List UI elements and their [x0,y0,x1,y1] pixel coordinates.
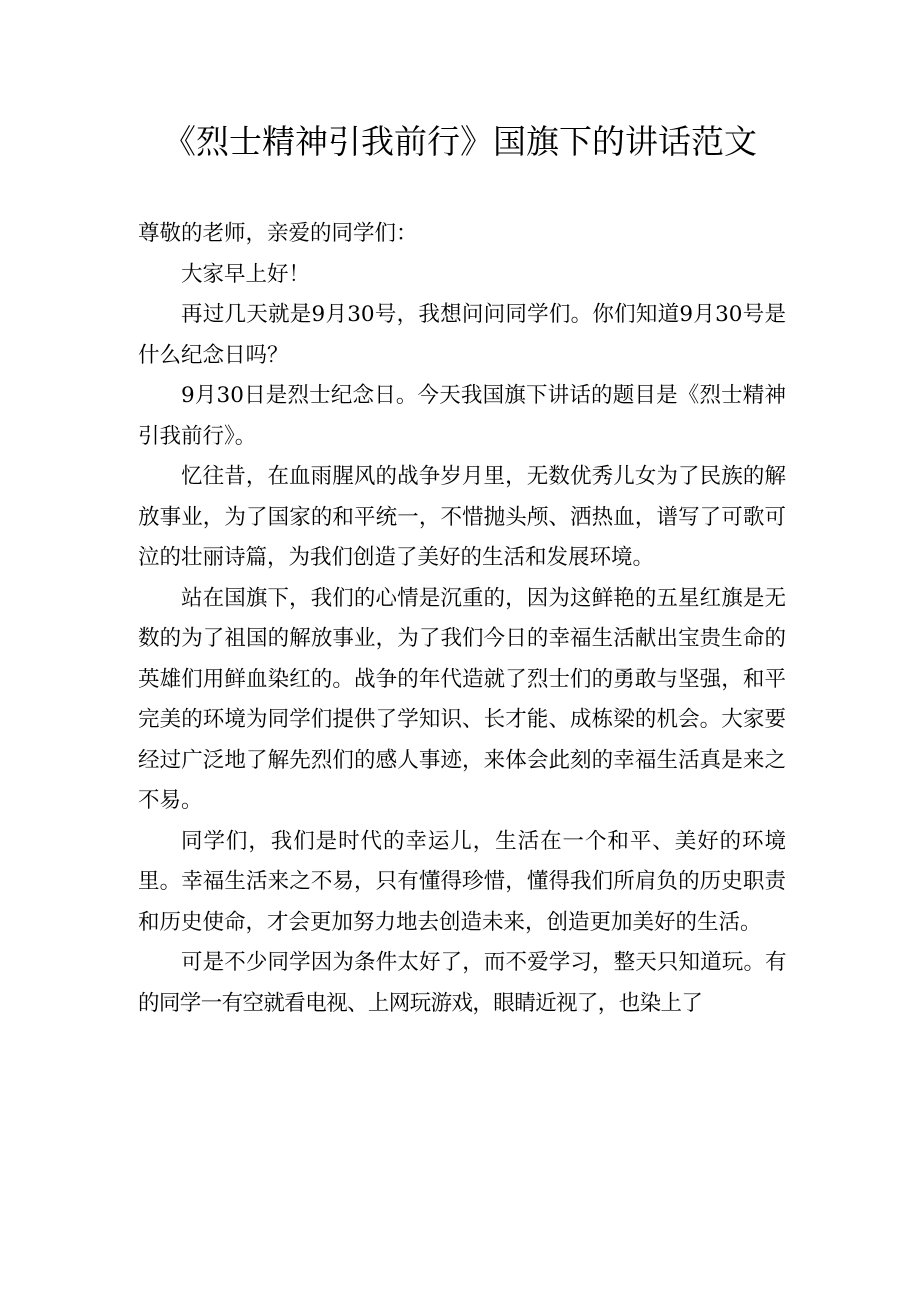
document-body [138,214,786,1024]
paragraph-fortune: 同学们，我们是时代的幸运儿，生活在一个和平、美好的环境里。幸福生活来之不易，只有懂得珍惜，懂得我们所肩负的历史职责和历史使命，才会更加努力地去创造未来，创造更加美好的生活。 [138,828,786,935]
paragraph-topic: 9月30日是烈士纪念日。今天我国旗下讲话的题目是《烈士精神引我前行》。 [138,383,786,449]
paragraph-greeting: 大家早上好！ [181,261,311,287]
salutation: 尊敬的老师，亲爱的同学们： [138,221,418,246]
paragraph-problem: 可是不少同学因为条件太好了，而不爱学习，整天只知道玩。有的同学一有空就看电视、上网玩游戏，眼睛近视了，也染上了 [138,950,786,1016]
paragraph-flag: 站在国旗下，我们的心情是沉重的，因为这鲜艳的五星红旗是无数的为了祖国的解放事业，为了我们今日的幸福生活献出宝贵生命的英雄们用鲜血染红的。战争的年代造就了烈士们的勇敢与坚强，和平完美的环境为同学们提供了学知识、长才能、成栋梁的机会。大家要经过广泛地了解先烈们的感人事迹，来体会此刻的幸福生活真是来之不易。 [138,585,786,813]
paragraph-question: 再过几天就是9月30号，我想问问同学们。你们知道9月30号是什么纪念日吗？ [138,302,786,368]
paragraph-history: 忆往昔，在血雨腥风的战争岁月里，无数优秀儿女为了民族的解放事业，为了国家的和平统一，不惜抛头颅、洒热血，谱写了可歌可泣的壮丽诗篇，为我们创造了美好的生活和发展环境。 [138,464,786,570]
document-title: 《烈士精神引我前行》国旗下的讲话范文 [163,122,757,161]
